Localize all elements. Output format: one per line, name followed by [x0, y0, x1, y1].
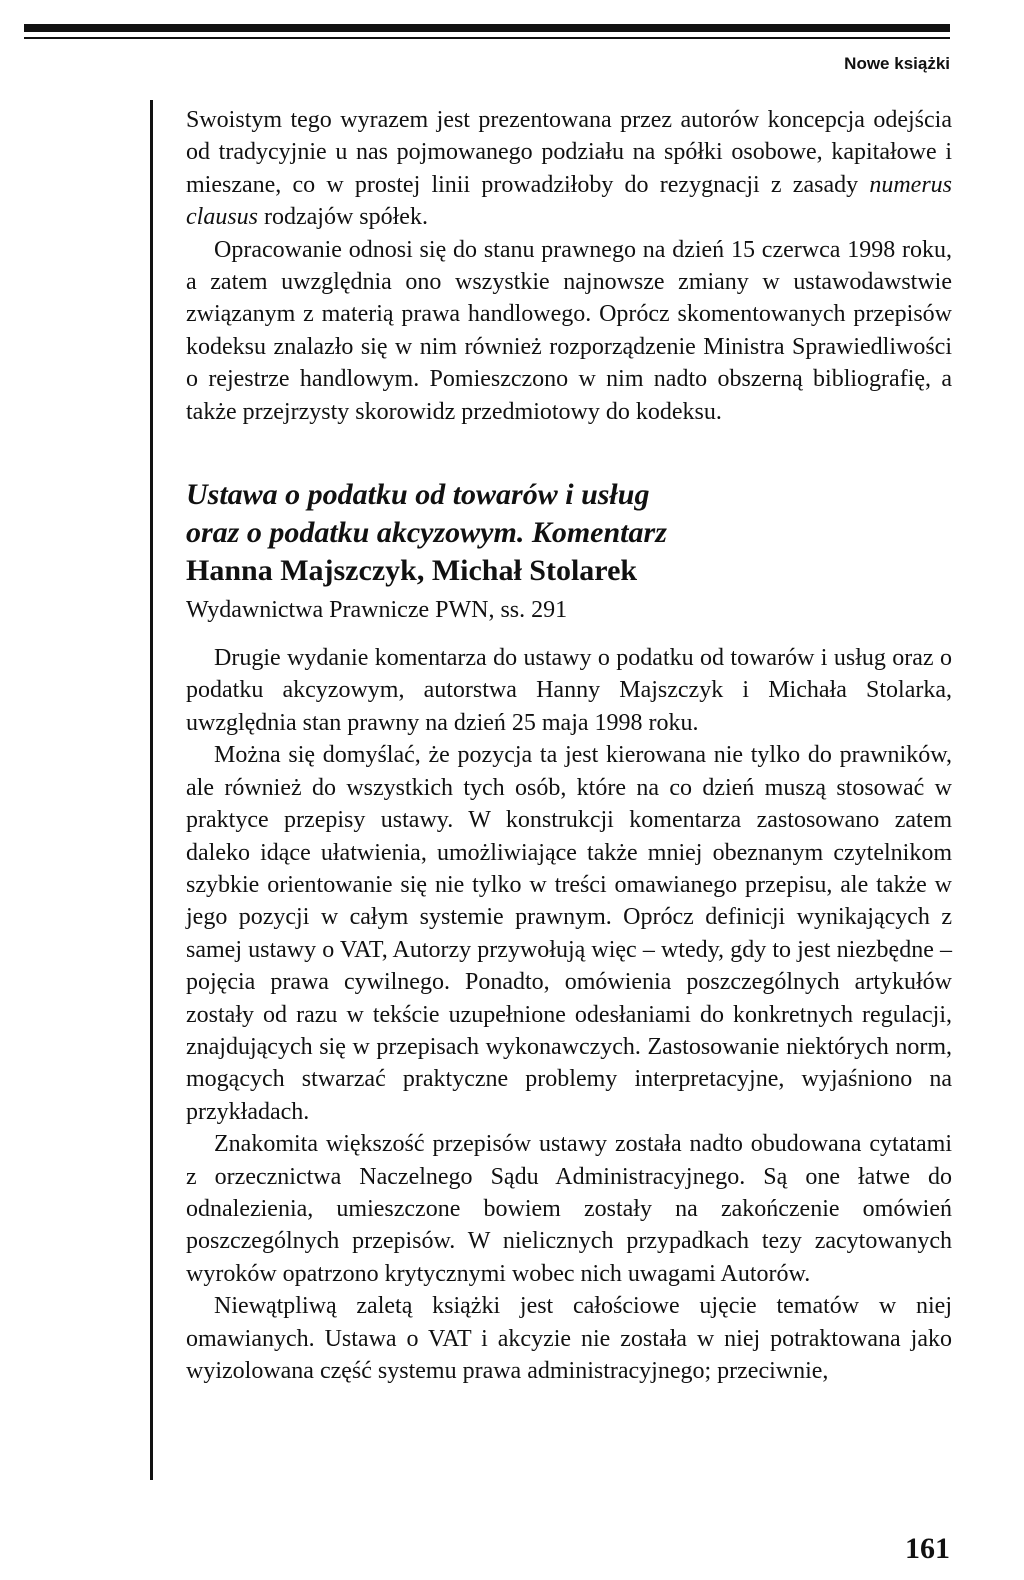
margin-bar: [150, 100, 153, 1480]
review-paragraph: Drugie wydanie komentarza do ustawy o podatku od towarów i usług oraz o podatku akcyzowym, autorstwa Hanny Majszczyk i Michała Stolarka, uwzględnia stan prawny na dzień 25 maja 1998 roku.: [186, 645, 952, 736]
intro-paragraph-2: Opracowanie odnosi się do stanu prawnego na dzień 15 czerwca 1998 roku, a zatem uwzględnia ono wszystkie najnowsze zmiany w ustawodawstwie związanym z materią prawa handlowego. Oprócz skomentowanych przepisów kodeksu znalazło się w nim również rozporządzenie Ministra Sprawiedliwości o rejestrze handlowym. Pomieszczono w nim nadto obszerną bibliografię, a także przejrzysty skorowidz przedmiotowy do kodeksu.: [186, 236, 952, 425]
page-number: 161: [905, 1532, 950, 1565]
intro-paragraph-1: [186, 104, 952, 234]
review-paragraph: Niewątpliwą zaletą książki jest całościowe ujęcie tematów w niej omawianych. Ustawa o VAT i akcyzie nie została w niej potraktowana jako wyizolowana część systemu prawa administracyjnego; przeciwnie,: [186, 1293, 952, 1384]
review-text: [186, 642, 952, 1387]
header-rule-thick: [24, 24, 950, 32]
header-rule-thin: [24, 37, 950, 39]
book-title-line-1: Ustawa o podatku od towarów i usług: [186, 478, 650, 512]
review-paragraph: Można się domyślać, że pozycja ta jest kierowana nie tylko do prawników, ale również do wszystkich tych osób, które na co dzień muszą stosować w praktyce przepisy ustawy. W konstrukcji komentarza zastosowano zatem daleko idące ułatwienia, umożliwiające także mniej obeznanym czytelnikom szybkie orientowanie się nie tylko w treści omawianego przepisu, ale także w jego pozycji w całym systemie prawnym. Oprócz definicji wynikających z samej ustawy o VAT, Autorzy przywołują więc – wtedy, gdy to jest niezbędne – pojęcia prawa cywilnego. Ponadto, omówienia poszczególnych artykułów zostały od razu w tekście uzupełnione odesłaniami do konkretnych regulacji, znajdujących się w przepisach wykonawczych. Zastosowanie niektórych norm, mogących stwarzać praktyczne problemy interpretacyjne, wyjaśniono na przykładach.: [186, 742, 952, 1125]
book-entry: [186, 476, 952, 626]
intro-text-1a: Swoistym tego wyrazem jest prezentowana przez autorów koncepcja odejścia od tradycyjnie u nas pojmowanego podziału na spółki osobowe, kapitałowe i mieszane, co w prostej linii prowadziłoby do rezygnacji z zasady: [186, 107, 952, 198]
intro-italic-term: numerus clausus: [186, 171, 952, 231]
book-authors: Hanna Majszczyk, Michał Stolarek: [186, 554, 638, 588]
page-body: [186, 104, 952, 1387]
intro-text-1b: rodzajów spółek.: [258, 204, 428, 231]
book-publisher: Wydawnictwa Prawnicze PWN, ss. 291: [186, 597, 568, 624]
running-head: Nowe książki: [844, 54, 950, 73]
review-paragraph: Znakomita większość przepisów ustawy została nadto obudowana cytatami z orzecznictwa Naczelnego Sądu Administracyjnego. Są one łatwe do odnalezienia, umieszczone bowiem zostały na zakończenie omówień poszczególnych przepisów. W nielicznych przypadkach tezy zacytowanych wyroków opatrzono krytycznymi wobec nich uwagami Autorów.: [186, 1131, 952, 1287]
book-title-line-2: oraz o podatku akcyzowym. Komentarz: [186, 516, 667, 550]
